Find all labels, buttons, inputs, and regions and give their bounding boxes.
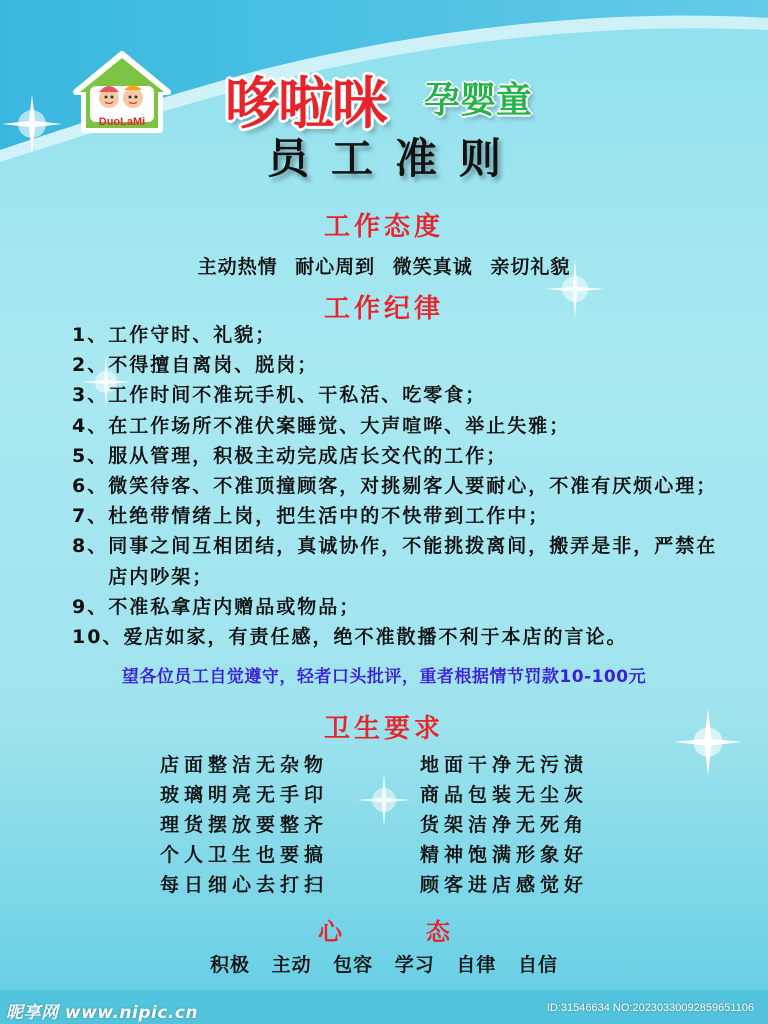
rule-text: 同事之间互相团结，真诚协作，不能挑拨离间，搬弄是非，严禁在店内吵架； xyxy=(108,535,718,588)
hygiene-item: 货架洁净无死角 xyxy=(420,814,589,836)
house-logo-icon xyxy=(72,50,172,136)
section-title-hygiene: 卫生要求 xyxy=(323,714,444,744)
rule-number: 1、 xyxy=(72,324,109,346)
hygiene-row xyxy=(160,750,640,780)
brand-subtitle: 孕婴童 xyxy=(424,80,533,121)
rule-item xyxy=(72,411,722,441)
section-title-discipline: 工作纪律 xyxy=(323,294,444,324)
rule-text: 微笑待客、不准顶撞顾客，对挑剔客人要耐心，不准有厌烦心理； xyxy=(108,475,718,498)
rule-text: 工作守时、礼貌； xyxy=(108,324,277,346)
hygiene-item: 理货摆放要整齐 xyxy=(160,814,329,836)
rule-item xyxy=(72,531,722,591)
rule-item xyxy=(72,471,722,501)
rule-item xyxy=(72,622,722,652)
rule-text: 不得擅自离岗、脱岗； xyxy=(108,354,319,377)
brand-logo xyxy=(72,50,172,136)
hygiene-row xyxy=(160,840,640,870)
hygiene-row xyxy=(160,870,640,900)
watermark-left: 昵享网 www.nipic.cn xyxy=(6,1003,199,1023)
rule-item xyxy=(72,501,722,531)
rule-number: 6、 xyxy=(72,475,109,498)
rule-item xyxy=(72,380,722,410)
rule-item xyxy=(72,441,722,471)
rule-item xyxy=(72,320,722,350)
brand-name: 哆啦咪 xyxy=(224,72,386,137)
rule-number: 9、 xyxy=(72,595,109,618)
discipline-rules-list xyxy=(72,320,722,652)
mindset-title-left: 心 xyxy=(318,918,342,946)
rule-text: 杜绝带情绪上岗，把生活中的不快带到工作中； xyxy=(108,505,550,528)
rule-number: 8、 xyxy=(72,535,109,558)
hygiene-item: 个人卫生也要搞 xyxy=(160,844,329,866)
logo-text: DuoLaMi xyxy=(98,116,146,128)
hygiene-item: 精神饱满形象好 xyxy=(420,844,589,866)
section-title-attitude: 工作态度 xyxy=(323,212,444,242)
rule-text: 不准私拿店内赠品或物品； xyxy=(108,595,361,618)
rule-text: 爱店如家，有责任感，绝不准散播不利于本店的言论。 xyxy=(123,626,628,649)
hygiene-item: 每日细心去打扫 xyxy=(160,874,329,896)
rule-number: 5、 xyxy=(72,444,109,467)
hygiene-item: 玻璃明亮无手印 xyxy=(160,784,329,806)
mindset-title-right: 态 xyxy=(426,918,450,946)
hygiene-row xyxy=(160,810,640,840)
rule-text: 工作时间不准玩手机、干私活、吃零食； xyxy=(108,384,487,407)
mindset-text: 积极 主动 包容 学习 自律 自信 xyxy=(209,954,559,976)
rule-item xyxy=(72,350,722,380)
hygiene-item: 商品包装无尘灰 xyxy=(420,784,589,806)
attitude-text: 主动热情 耐心周到 微笑真诚 亲切礼貌 xyxy=(197,256,571,278)
hygiene-item: 店面整洁无杂物 xyxy=(160,754,329,776)
hygiene-row xyxy=(160,780,640,810)
hygiene-item: 地面干净无污渍 xyxy=(420,754,589,776)
rule-text: 服从管理，积极主动完成店长交代的工作； xyxy=(108,444,508,467)
rule-number: 2、 xyxy=(72,354,109,377)
rule-number: 4、 xyxy=(72,414,109,437)
page-title: 员工准则 xyxy=(266,134,523,183)
discipline-notice: 望各位员工自觉遵守，轻者口头批评，重者根据情节罚款10-100元 xyxy=(121,667,647,687)
hygiene-item: 顾客进店感觉好 xyxy=(420,874,589,896)
rule-number: 7、 xyxy=(72,505,109,528)
rule-text: 在工作场所不准伏案睡觉、大声喧哗、举止失雅； xyxy=(108,414,571,437)
rule-item xyxy=(72,592,722,622)
hygiene-list xyxy=(160,750,640,900)
rule-number: 3、 xyxy=(72,384,109,407)
watermark-right: ID:31546634 NO:20230330092859651106 xyxy=(546,1002,754,1014)
rule-number: 10、 xyxy=(72,626,124,649)
